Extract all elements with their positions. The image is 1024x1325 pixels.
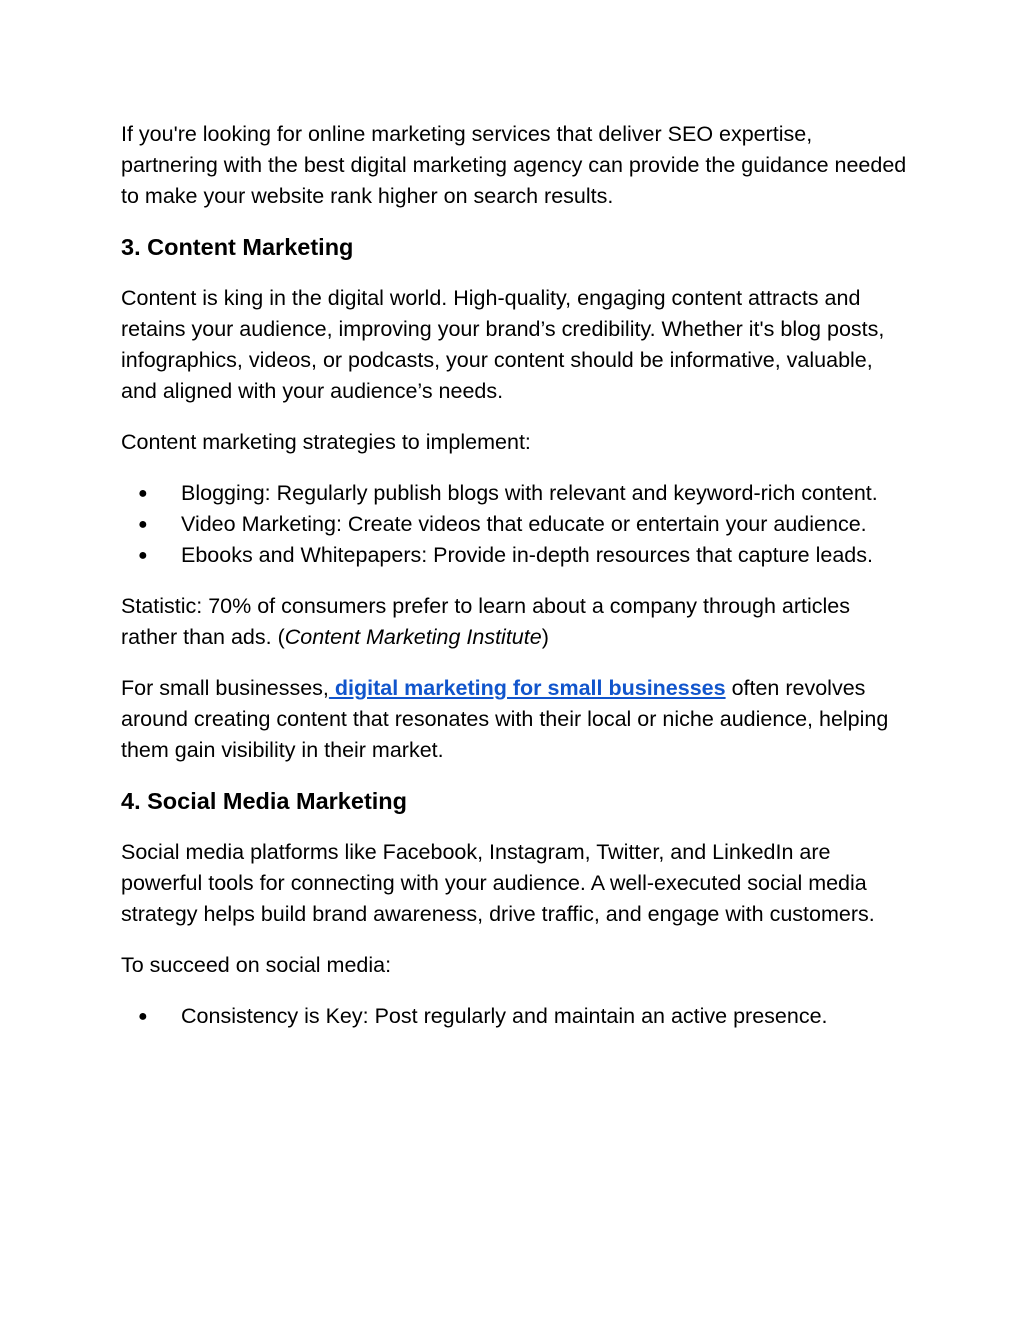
- list-item: [121, 509, 911, 540]
- statistic-close: ): [541, 625, 549, 649]
- small-business-paragraph: [121, 673, 911, 766]
- bullet-icon: ●: [138, 547, 148, 564]
- list-item-text: Consistency is Key: Post regularly and maintain an active presence.: [181, 1004, 828, 1028]
- statistic-source: Content Marketing Institute: [284, 625, 542, 649]
- bullet-icon: ●: [138, 516, 148, 533]
- list-item-text: Video Marketing: Create videos that educate or entertain your audience.: [181, 512, 867, 536]
- statistic-text: Statistic: 70% of consumers prefer to learn about a company through articles rather than ads. (: [121, 594, 850, 649]
- small-business-link[interactable]: digital marketing for small businesses: [328, 676, 726, 700]
- social-media-paragraph: Social media platforms like Facebook, Instagram, Twitter, and LinkedIn are powerful tools for connecting with your audience. A well-executed social media strategy helps build brand awareness, drive traffic, and engage with customers.: [121, 840, 875, 926]
- intro-paragraph: If you're looking for online marketing services that deliver SEO expertise, partnering with the best digital marketing agency can provide the guidance needed to make your website rank higher on search results.: [121, 122, 907, 208]
- list-item-text: Ebooks and Whitepapers: Provide in-depth resources that capture leads.: [181, 543, 873, 567]
- small-biz-before: For small businesses,: [121, 676, 329, 700]
- document-page: [121, 119, 911, 1032]
- list-item-text: Blogging: Regularly publish blogs with relevant and keyword-rich content.: [181, 481, 878, 505]
- succeed-intro: To succeed on social media:: [121, 953, 392, 977]
- small-biz-after: often revolves around creating content that resonates with their local or niche audience, helping them gain visibility in their market.: [121, 676, 889, 762]
- bullet-icon: ●: [138, 1008, 148, 1025]
- content-strategies-list: [121, 478, 911, 571]
- list-item: [121, 478, 911, 509]
- list-item: [121, 540, 911, 571]
- strategies-intro: Content marketing strategies to implement:: [121, 430, 531, 454]
- bullet-icon: ●: [138, 485, 148, 502]
- social-tips-list: [121, 1001, 911, 1032]
- list-item: [121, 1001, 911, 1032]
- social-media-heading: 4. Social Media Marketing: [121, 788, 408, 814]
- content-marketing-paragraph: Content is king in the digital world. High-quality, engaging content attracts and retains your audience, improving your brand’s credibility. Whether it's blog posts, infographics, videos, or podcasts, your content should be informative, valuable, and aligned with your audience’s needs.: [121, 286, 885, 403]
- statistic-paragraph: [121, 591, 911, 653]
- content-marketing-heading: 3. Content Marketing: [121, 234, 354, 260]
